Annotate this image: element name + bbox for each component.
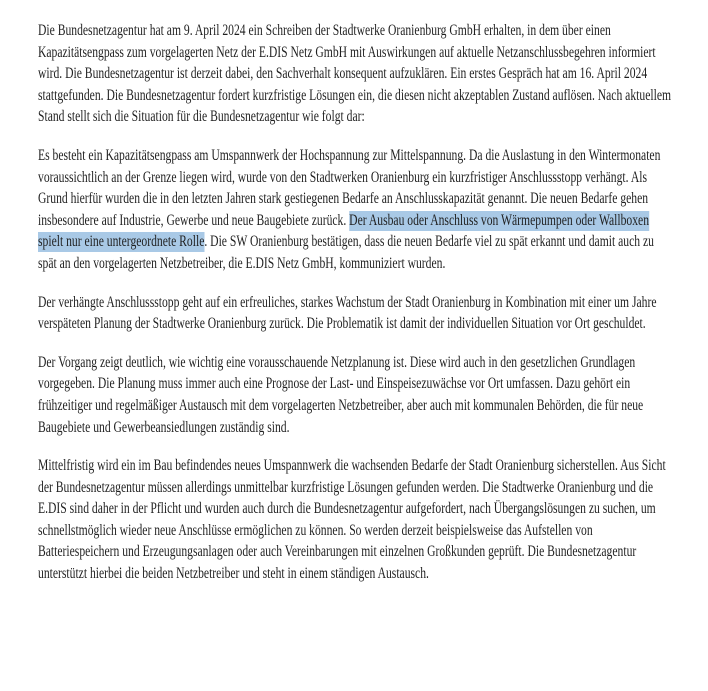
paragraph-3-text: Der verhängte Anschlussstopp geht auf ein erfreuliches, starkes Wachstum der Stadt Oranienburg in Kombination mit einer um Jahre verspäteten Planung der Stadtwerke Oranienburg zurück. Die Problematik ist damit der individuellen Situation vor Ort geschuldet. — [38, 293, 657, 333]
selected-text-highlight: Der Ausbau oder Anschluss von Wärmepumpen oder Wallboxen spielt nur eine untergeordnete Rolle — [38, 211, 650, 251]
paragraph-2 — [38, 145, 672, 275]
paragraph-1 — [38, 20, 672, 128]
paragraph-2-text-before-selection: Es besteht ein Kapazitätsengpass am Umspannwerk der Hochspannung zur Mittelspannung. Da die Auslastung in den Wintermonaten voraussichtlich an der Grenze liegen wird, wurde von den Stadtwerken Oranienburg ein kurzfristiger Anschlussstopp verhängt. Als Grund hierfür wurden die in den letzten Jahren stark gestiegenen Bedarfe an Anschlusskapazität genannt. Die neuen Bedarfe gehen insbesondere auf Industrie, Gewerbe und neue Baugebiete zurück. — [38, 146, 661, 229]
paragraph-2-text-after-selection: . Die SW Oranienburg bestätigen, dass die neuen Bedarfe viel zu spät erkannt und damit auch zu spät an den vorgelagerten Netzbetreiber, die E.DIS Netz GmbH, kommuniziert wurden. — [38, 233, 654, 272]
paragraph-5-text: Mittelfristig wird ein im Bau befindendes neues Umspannwerk die wachsenden Bedarfe der Stadt Oranienburg sicherstellen. Aus Sicht der Bundesnetzagentur müssen allerdings unmittelbar kurzfristige Lösungen gefunden werden. Die Stadtwerke Oranienburg und die E.DIS sind daher in der Pflicht und wurden auch durch die Bundesnetzagentur aufgefordert, nach Übergangslösungen zu suchen, um schnellstmöglich wieder neue Anschlüsse ermöglichen zu können. So werden derzeit beispielsweise das Aufstellen von Batteriespeichern und Erzeugungsanlagen oder auch Vereinbarungen mit einzelnen Großkunden geprüft. Die Bundesnetzagentur unterstützt hierbei die beiden Netzbetreiber und steht in einem ständigen Austausch. — [38, 457, 666, 583]
paragraph-4 — [38, 352, 672, 438]
paragraph-1-text: Die Bundesnetzagentur hat am 9. April 2024 ein Schreiben der Stadtwerke Oranienburg GmbH erhalten, in dem über einen Kapazitätsengpass zum vorgelagerten Netz der E.DIS Netz GmbH mit Auswirkungen auf aktuelle Netzanschlussbegehren informiert wird. Die Bundesnetzagentur ist derzeit dabei, den Sachverhalt konsequent aufzuklären. Ein erstes Gespräch hat am 16. April 2024 stattgefunden. Die Bundesnetzagentur fordert kurzfristige Lösungen ein, die diesen nicht akzeptablen Zustand auflösen. Nach aktuellem Stand stellt sich die Situation für die Bundesnetzagentur wie folgt dar: — [38, 22, 672, 126]
paragraph-5 — [38, 455, 672, 585]
paragraph-4-text: Der Vorgang zeigt deutlich, wie wichtig eine vorausschauende Netzplanung ist. Diese wird auch in den gesetzlichen Grundlagen vorgegeben. Die Planung muss immer auch eine Prognose der Last- und Einspeisezuwächse vor Ort umfassen. Dazu gehört ein frühzeitiger und regelmäßiger Austausch mit dem vorgelagerten Netzbetreiber, aber auch mit kommunalen Behörden, die für neue Baugebiete und Gewerbeansiedlungen zuständig sind. — [38, 353, 644, 436]
document-text-column — [38, 20, 672, 585]
paragraph-3 — [38, 292, 672, 335]
